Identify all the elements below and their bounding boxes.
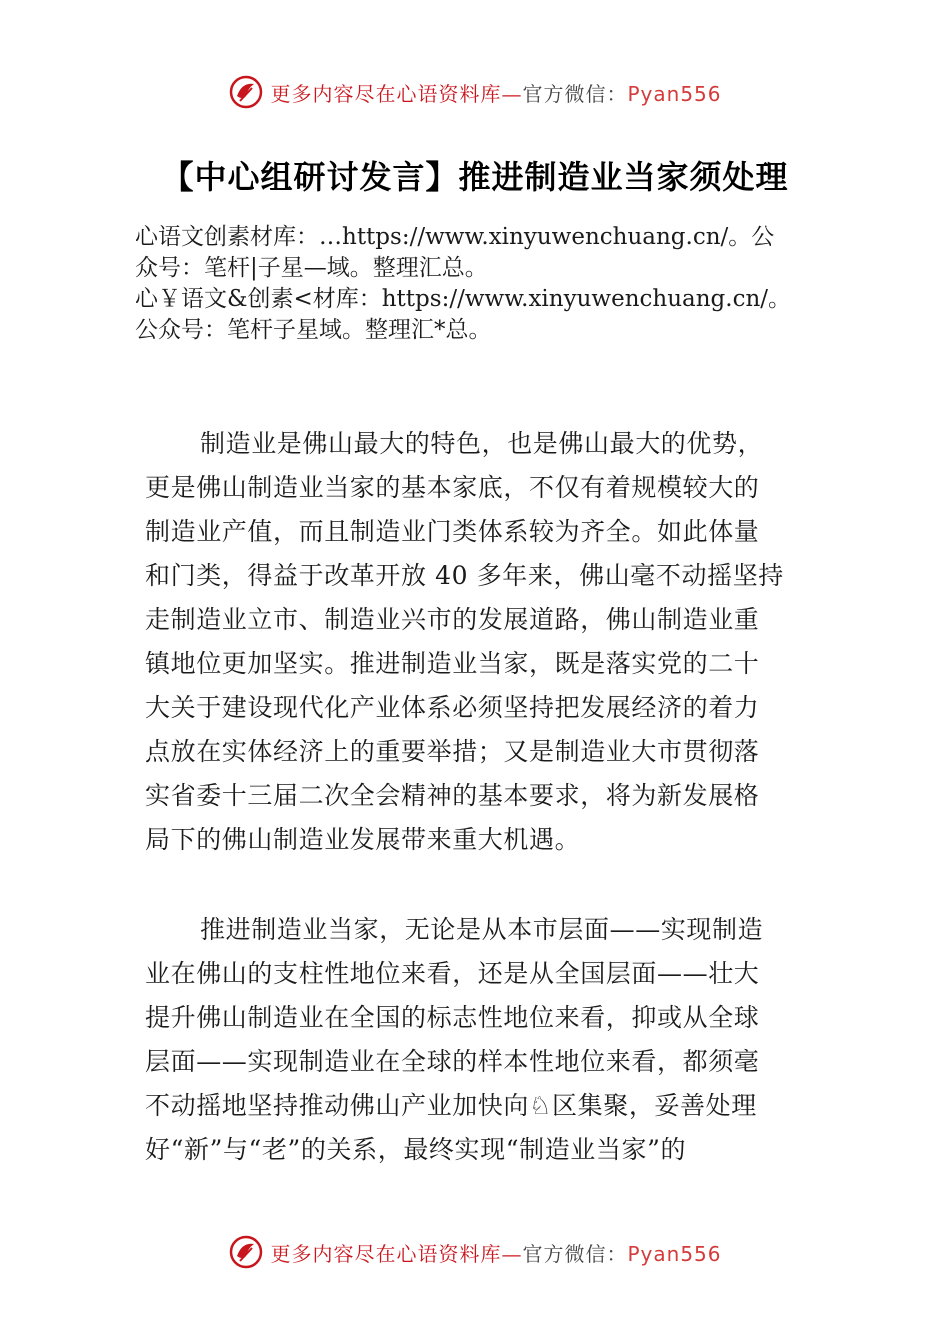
paragraph-line: 不动摇地坚持推动佛山产业加快向♘区集聚，妥善处理	[145, 1091, 757, 1120]
paragraph-line: 更是佛山制造业当家的基本家底，不仅有着规模较大的	[145, 473, 760, 502]
document-title: 【中心组研讨发言】推进制造业当家须处理	[161, 158, 789, 196]
banner-text: 更多内容尽在心语资料库—官方微信：Pyan556	[270, 81, 722, 106]
paragraph-line: 业在佛山的支柱性地位来看，还是从全国层面——壮大	[145, 959, 760, 988]
logo-icon	[228, 74, 264, 110]
paragraph-line: 制造业产值，而且制造业门类体系较为齐全。如此体量	[145, 517, 760, 546]
paragraph-line: 镇地位更加坚实。推进制造业当家，既是落实党的二十	[145, 649, 760, 678]
paragraph-line: 好“新”与“老”的关系，最终实现“制造业当家”的	[145, 1135, 687, 1164]
paragraph-line: 点放在实体经济上的重要举措；又是制造业大市贯彻落	[145, 737, 760, 766]
paragraph-line: 实省委十三届二次全会精神的基本要求，将为新发展格	[145, 781, 760, 810]
footer-banner	[0, 1230, 950, 1274]
source-note-line: 公众号：笔杆子星域。整理汇*总。	[135, 317, 492, 343]
source-note-line: 众号：笔杆|子星—域。整理汇总。	[135, 255, 488, 281]
logo-icon	[228, 1234, 264, 1270]
paragraph-line: 层面——实现制造业在全球的样本性地位来看，都须毫	[145, 1047, 760, 1076]
paragraph-line: 局下的佛山制造业发展带来重大机遇。	[145, 825, 581, 854]
source-note-line: 心语文创素材库：…https://www.xinyuwenchuang.cn/。公	[135, 224, 775, 250]
paragraph-line: 推进制造业当家，无论是从本市层面——实现制造	[200, 915, 764, 944]
paragraph-line: 走制造业立市、制造业兴市的发展道路，佛山制造业重	[145, 605, 760, 634]
header-banner	[0, 70, 950, 114]
paragraph-line: 大关于建设现代化产业体系必须坚持把发展经济的着力	[145, 693, 760, 722]
paragraph-line: 提升佛山制造业在全国的标志性地位来看，抑或从全球	[145, 1003, 760, 1032]
source-note-line: 心￥语文&创素<材库：https://www.xinyuwenchuang.cn/。	[135, 286, 792, 312]
paragraph-line: 制造业是佛山最大的特色，也是佛山最大的优势，	[200, 429, 764, 458]
paragraph-line: 和门类，得益于改革开放 40 多年来，佛山毫不动摇坚持	[145, 561, 784, 590]
banner-text: 更多内容尽在心语资料库—官方微信：Pyan556	[270, 1241, 722, 1266]
